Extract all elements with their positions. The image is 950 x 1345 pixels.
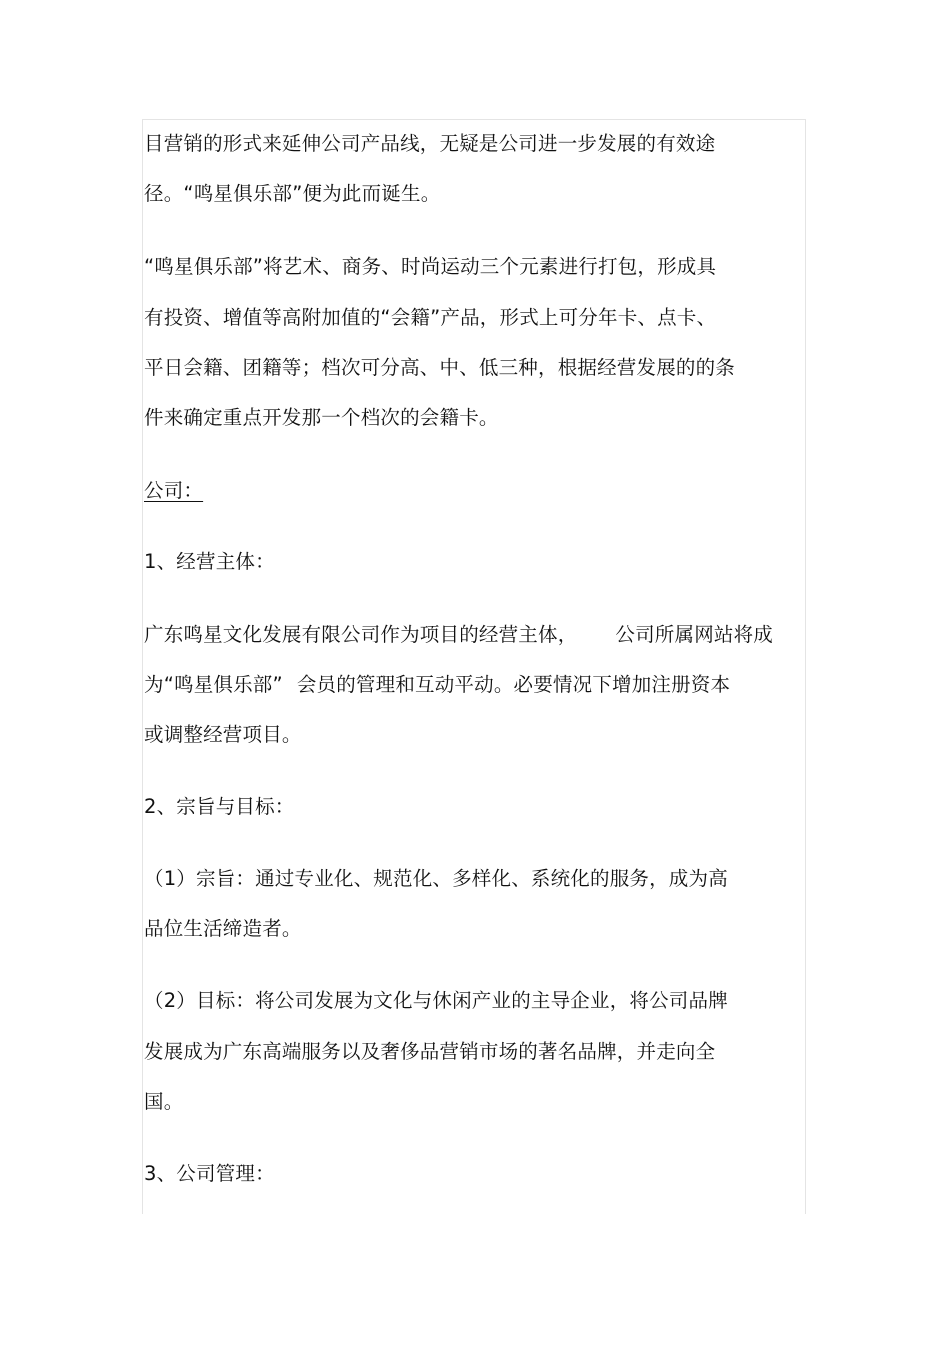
text-line-3: “鸣星俱乐部”将艺术、商务、时尚运动三个元素进行打包，形成具 <box>144 255 717 278</box>
text-segment-entity-d: 会员的管理和互动平动。必要情况下增加注册资本 <box>296 673 731 696</box>
text-line-mission-2: 品位生活缔造者。 <box>144 917 302 940</box>
text-line-goal-3: 国。 <box>144 1090 184 1113</box>
text-segment-entity-b: 公司所属网站将成 <box>615 623 774 646</box>
text-segment-entity-c: 为“鸣星俱乐部” <box>144 673 283 696</box>
text-line-entity-2 <box>144 672 730 698</box>
section-heading-company-management: 3、公司管理： <box>144 1162 275 1185</box>
text-line-goal-1: （2）目标：将公司发展为文化与休闲产业的主导企业，将公司品牌 <box>144 989 728 1012</box>
section-heading-mission-goals: 2、宗旨与目标： <box>144 795 295 818</box>
text-line-mission-1: （1）宗旨：通过专业化、规范化、多样化、系统化的服务，成为高 <box>144 867 728 890</box>
text-segment-entity-a: 广东鸣星文化发展有限公司作为项目的经营主体， <box>144 623 578 646</box>
text-line-6: 件来确定重点开发那一个档次的会籍卡。 <box>144 406 499 429</box>
text-line-1: 目营销的形式来延伸公司产品线，无疑是公司进一步发展的有效途 <box>144 132 716 155</box>
section-heading-company-text: 公司： <box>144 479 204 502</box>
section-heading-business-entity: 1、经营主体： <box>144 550 275 573</box>
text-line-entity-1 <box>144 622 773 648</box>
text-line-entity-3: 或调整经营项目。 <box>144 723 302 746</box>
text-line-2: 径。“鸣星俱乐部”便为此而诞生。 <box>144 182 441 205</box>
text-line-goal-2: 发展成为广东高端服务以及奢侈品营销市场的著名品牌，并走向全 <box>144 1040 716 1063</box>
section-heading-company <box>144 478 217 504</box>
text-line-5: 平日会籍、团籍等；档次可分高、中、低三种，根据经营发展的的条 <box>144 356 736 379</box>
text-line-4: 有投资、增值等高附加值的“会籍”产品，形式上可分年卡、点卡、 <box>144 306 717 329</box>
